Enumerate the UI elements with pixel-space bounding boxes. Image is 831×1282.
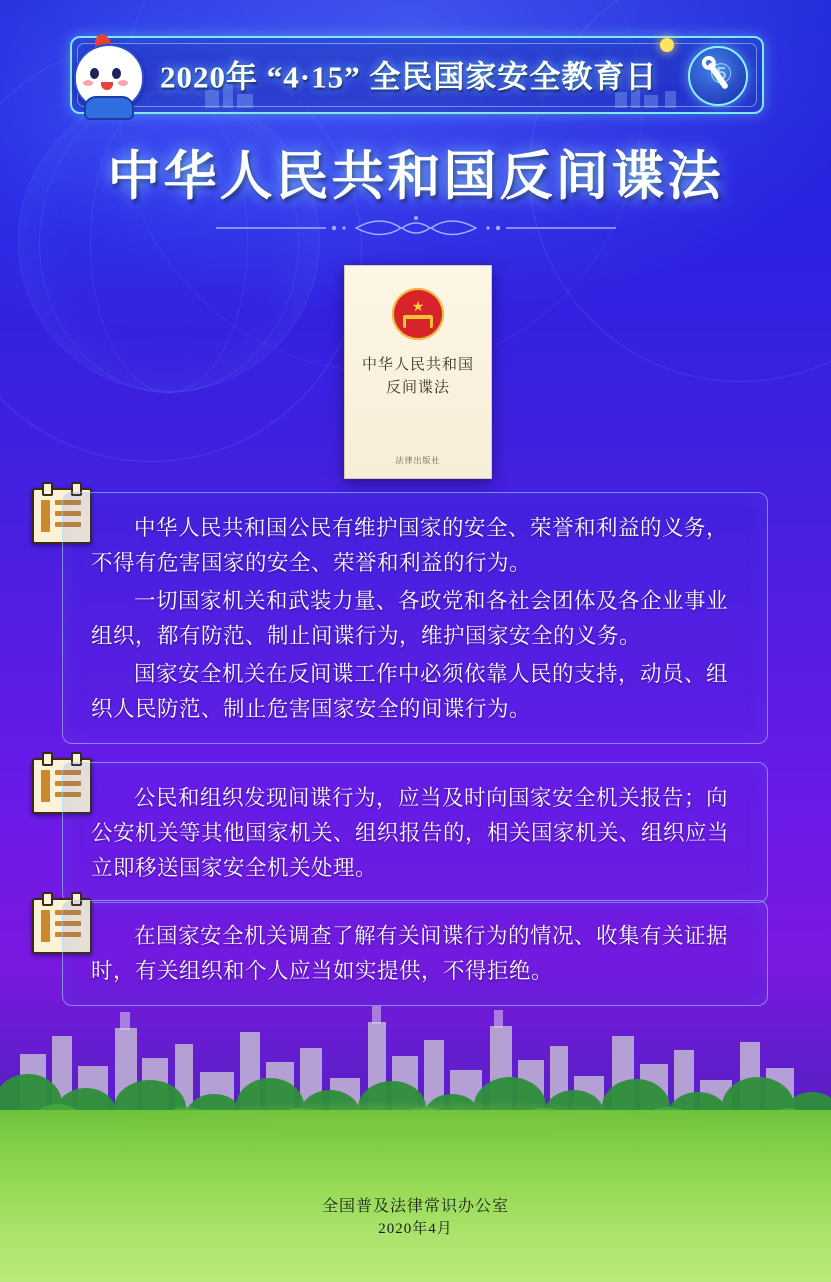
mascot-eye-right [112,68,121,79]
book-publisher: 法律出版社 [395,456,441,465]
bottom-scenery [0,992,831,1282]
divider-flourish-icon [206,210,626,244]
article-paragraph: 公民和组织发现间谍行为，应当及时向国家安全机关报告；向公安机关等其他国家机关、组织报告的，相关国家机关、组织应当立即移送国家安全机关处理。 [91,786,730,880]
ornament-divider [0,210,831,250]
footer-date: 2020年4月 [378,1221,453,1237]
mascot-eye-left [90,68,99,79]
key-shape [707,62,729,90]
mascot-cheek-right [118,80,128,86]
emblem-gate [403,315,433,328]
footer-organization: 全国普及法律常识办公室 [321,1198,509,1215]
article-paragraph: 中华人民共和国公民有维护国家的安全、荣誉和利益的义务，不得有危害国家的安全、荣誉和利益的行为。 [91,516,729,575]
article-paragraph: 在国家安全机关调查了解有关间谍行为的情况、收集有关证据时，有关组织和个人应当如实提供，不得拒绝。 [91,924,729,983]
article-paragraph: 国家安全机关在反间谍工作中必须依靠人民的支持，动员、组织人民防范、制止危害国家安全的间谍行为。 [91,662,729,721]
key-icon [688,46,748,106]
document-icon-bar [41,500,50,532]
emblem-star: ★ [411,298,425,314]
banner-title: 2020年 “4·15” 全民国家安全教育日 [160,59,658,95]
footer [0,1196,831,1240]
document-icon-bar [41,770,50,802]
book-title-line1: 中华人民共和国 [361,357,474,373]
document-icon-bar [41,910,50,942]
mascot-cheek-left [83,80,93,86]
emblem-circle [392,288,444,340]
article-block [62,492,768,744]
article-paragraph: 一切国家机关和武装力量、各政党和各社会团体及各企业事业组织，都有防范、制止间谍行为，维护国家安全的义务。 [91,589,729,648]
book-title [345,354,491,400]
mascot-icon [68,34,150,116]
national-emblem-icon [392,288,444,340]
mascot-body [84,96,134,120]
law-book-cover [344,265,492,479]
sun-icon [660,38,674,52]
article-block [62,900,768,1006]
article-block [62,762,768,903]
page-title: 中华人民共和国反间谍法 [107,148,724,206]
book-title-line2: 反间谍法 [385,380,450,396]
